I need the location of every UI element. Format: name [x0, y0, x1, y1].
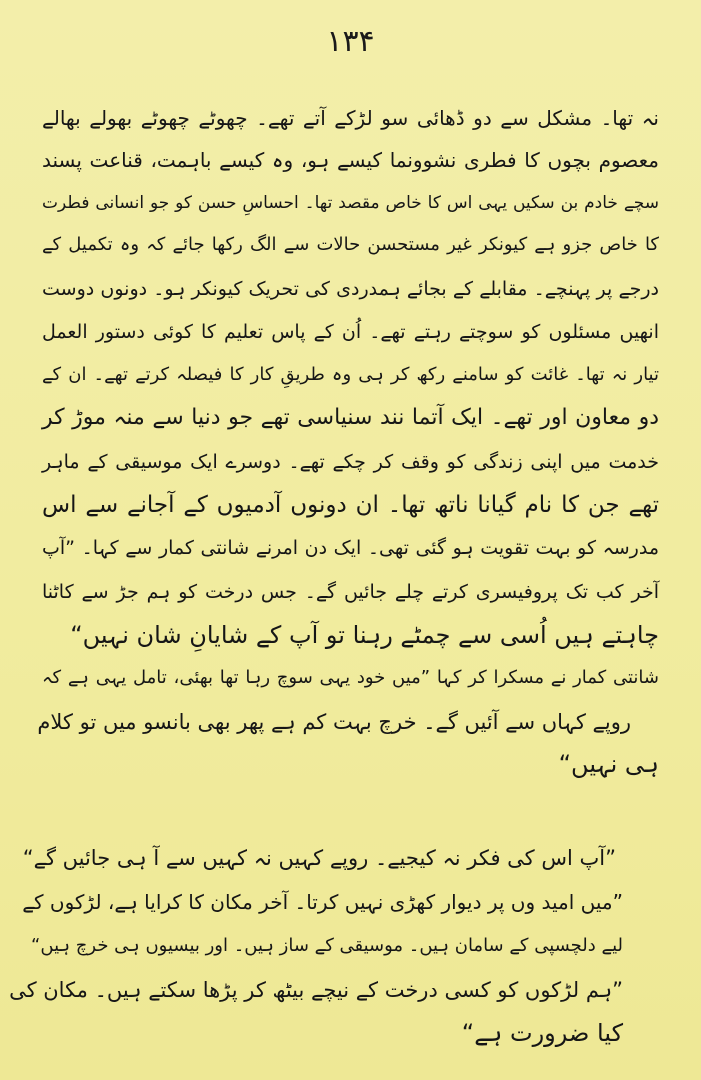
text-line: انھیں مسئلوں کو سوچتے رہتے تھے۔ اُن کے پاس تعلیم کا کوئی دستور العمل: [42, 321, 659, 343]
text-line: خدمت میں اپنی زندگی کو وقف کر چکے تھے۔ دوسرے ایک موسیقی کے ماہر: [42, 451, 659, 473]
text-line: روپے کہاں سے آئیں گے۔ خرچ بہت کم ہے پھر بھی بانسو میں تو کلام: [37, 710, 631, 734]
text-line: لیے دلچسپی کے سامان ہیں۔ موسیقی کے ساز ہیں۔ اور بیسیوں ہی خرچ ہیں“: [31, 935, 623, 956]
text-line: شانتی کمار نے مسکرا کر کہا ”میں خود یہی سوچ رہا تھا بھئی، تامل یہی ہے کہ: [42, 667, 659, 688]
text-line: مدرسہ کو بہت تقویت ہو گئی تھی۔ ایک دن امرنے شانتی کمار سے کہا۔ ”آپ: [42, 537, 659, 559]
text-line: سچے خادم بن سکیں یہی اس کا خاص مقصد تھا۔ احساسِ حسن کو جو انسانی فطرت: [42, 193, 659, 213]
text-line: درجے پر پہنچے۔ مقابلے کے بجائے ہمدردی کی تحریک کیونکر ہو۔ دونوں دوست: [42, 278, 659, 300]
text-line: تیار نہ تھا۔ غائت کو سامنے رکھ کر ہی وہ طریقِ کار کا فیصلہ کرتے تھے۔ ان کے: [42, 364, 659, 385]
text-line: ”آپ اس کی فکر نہ کیجیے۔ روپے کہیں نہ کہیں سے آ ہی جائیں گے“: [22, 846, 616, 870]
text-line: ”میں امید وں پر دیوار کھڑی نہیں کرتا۔ آخر مکان کا کرایا ہے، لڑکوں کے: [22, 890, 623, 914]
text-line: چاہتے ہیں اُسی سے چمٹے رہنا تو آپ کے شایانِ شان نہیں“: [70, 621, 659, 649]
text-line: کا خاص جزو ہے کیونکر غیر مستحسن حالات سے الگ رکھا جائے کہ وہ تکمیل کے: [42, 234, 659, 255]
text-line: آخر کب تک پروفیسری کرتے چلے جائیں گے۔ جس درخت کو ہم جڑ سے کاٹنا: [42, 581, 659, 603]
text-line: تھے جن کا نام گیانا ناتھ تھا۔ ان دونوں آدمیوں کے آجانے سے اس: [42, 492, 659, 518]
page-number: ۱۳۴: [326, 24, 375, 59]
text-line: ”ہم لڑکوں کو کسی درخت کے نیچے بیٹھ کر پڑھا سکتے ہیں۔ مکان کی: [9, 978, 623, 1002]
text-line: معصوم بچوں کا فطری نشوونما کیسے ہو، وہ کیسے باہمت، قناعت پسند: [42, 148, 659, 172]
text-line: دو معاون اور تھے۔ ایک آتما نند سنیاسی تھے جو دنیا سے منہ موڑ کر: [42, 405, 659, 430]
text-line: نہ تھا۔ مشکل سے دو ڈھائی سو لڑکے آتے تھے۔ چھوٹے چھوٹے بھولے بھالے: [42, 106, 659, 130]
text-line: کیا ضرورت ہے“: [461, 1019, 623, 1047]
text-line: ہی نہیں“: [558, 750, 659, 778]
